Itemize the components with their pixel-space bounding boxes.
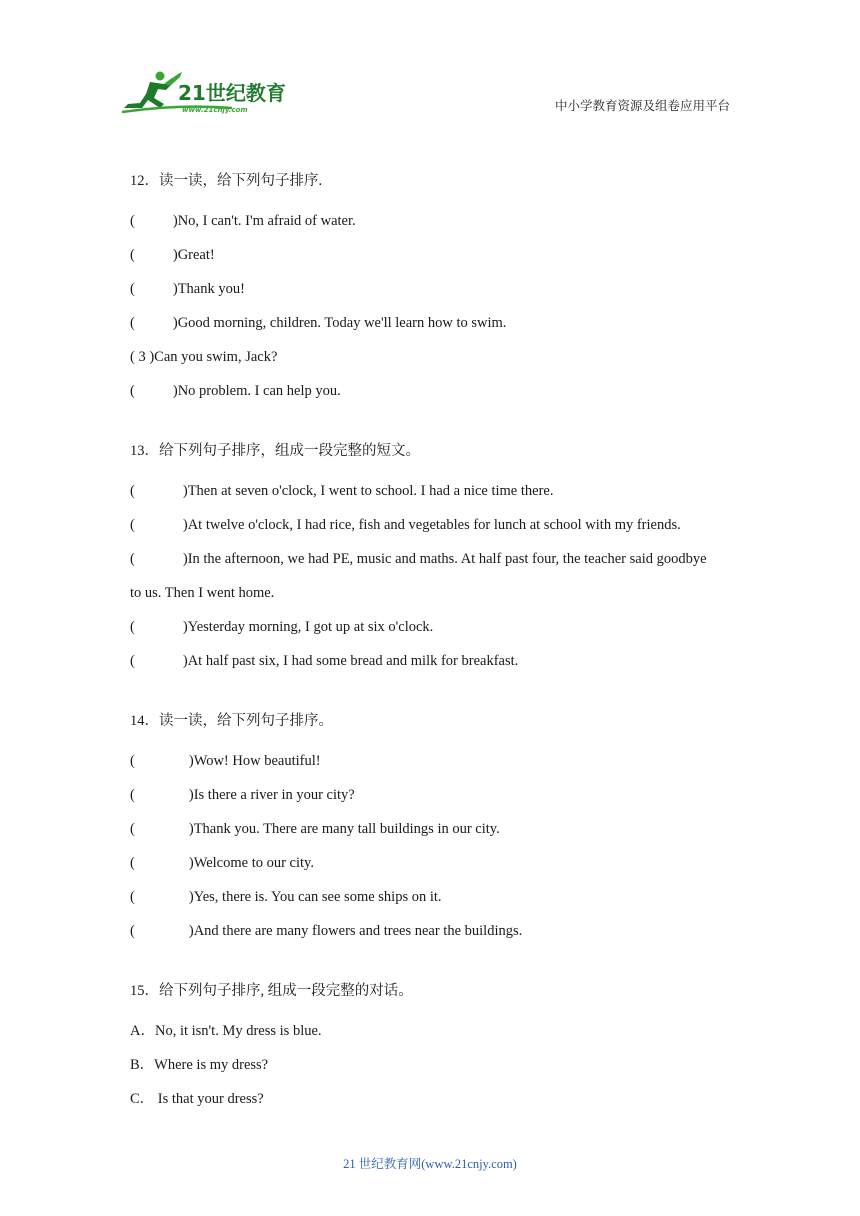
paren-close: ): [172, 213, 178, 229]
paren-open: (: [130, 315, 135, 331]
paren-open: (: [130, 889, 135, 905]
paren-open: (: [130, 517, 135, 533]
paren-open: (: [130, 281, 135, 297]
paren-close: ): [172, 383, 178, 399]
q12-line-3: [130, 272, 730, 306]
paren-close: ): [182, 551, 188, 567]
paren-open: (: [130, 619, 135, 635]
sentence-text: Good morning, children. Today we'll learn how to swim.: [177, 315, 507, 331]
paren-open: (: [130, 383, 135, 399]
q13-line-1: [130, 474, 730, 508]
sentence-text: Wow! How beautiful!: [193, 753, 321, 769]
sentence-text: No, I can't. I'm afraid of water.: [177, 213, 356, 229]
page-header: [0, 0, 860, 130]
sentence-text: At half past six, I had some bread and milk for breakfast.: [187, 653, 519, 669]
paren-close: ): [188, 753, 194, 769]
sentence-text: In the afternoon, we had PE, music and maths. At half past four, the teacher said goodbye: [187, 551, 707, 567]
sentence-text: Is there a river in your city?: [193, 787, 355, 803]
option-letter: A．: [130, 1023, 155, 1039]
q14-line-5: [130, 880, 730, 914]
sentence-text: Great!: [177, 247, 215, 263]
paren-open: (: [130, 551, 135, 567]
paren-close: ): [188, 855, 194, 871]
filled-answer: ( 3 ): [130, 349, 155, 365]
header-platform-text: 中小学教育资源及组卷应用平台: [554, 98, 730, 113]
spacer: [130, 678, 730, 710]
question-15-title: 15．给下列句子排序, 组成一段完整的对话。: [130, 983, 413, 999]
option-text: Where is my dress?: [154, 1057, 269, 1073]
paren-close: ): [188, 889, 194, 905]
paren-open: (: [130, 821, 135, 837]
spacer: [130, 408, 730, 440]
paren-open: (: [130, 213, 135, 229]
paren-open: (: [130, 483, 135, 499]
q14-line-4: [130, 846, 730, 880]
sentence-text: Can you swim, Jack?: [154, 349, 278, 365]
question-15: [130, 980, 730, 1116]
paren-close: ): [182, 653, 188, 669]
paren-close: ): [188, 923, 194, 939]
question-12-title: 12．读一读，给下列句子排序.: [130, 173, 323, 189]
option-text: No, it isn't. My dress is blue.: [154, 1023, 322, 1039]
paren-close: ): [172, 247, 178, 263]
logo-url-text: www.21cnjy.com: [182, 106, 248, 114]
q13-line-4: [130, 610, 730, 644]
paren-close: ): [182, 619, 188, 635]
paren-close: ): [172, 315, 178, 331]
q14-line-1: [130, 744, 730, 778]
sentence-text: Welcome to our city.: [193, 855, 314, 871]
question-14: [130, 710, 730, 948]
sentence-text: Yesterday morning, I got up at six o'clock.: [187, 619, 434, 635]
q15-option-a: [130, 1014, 730, 1048]
sentence-text: Thank you. There are many tall buildings in our city.: [193, 821, 500, 837]
q12-line-4: [130, 306, 730, 340]
question-13: [130, 440, 730, 678]
q13-line-5: [130, 644, 730, 678]
option-text: Is that your dress?: [154, 1091, 264, 1107]
q12-line-5: [130, 340, 730, 374]
paren-close: ): [182, 517, 188, 533]
paren-open: (: [130, 787, 135, 803]
question-14-title: 14．读一读，给下列句子排序。: [130, 713, 333, 729]
paren-close: ): [182, 483, 188, 499]
sentence-text: Thank you!: [177, 281, 245, 297]
option-letter: C．: [130, 1091, 155, 1107]
paren-open: (: [130, 247, 135, 263]
paren-close: ): [188, 821, 194, 837]
paren-close: ): [172, 281, 178, 297]
q12-line-1: [130, 204, 730, 238]
question-12: [130, 170, 730, 408]
paren-open: (: [130, 753, 135, 769]
paren-open: (: [130, 923, 135, 939]
logo-21cnjy: [120, 68, 290, 116]
option-letter: B．: [130, 1057, 155, 1073]
q13-line-3: [130, 542, 730, 576]
sentence-text: Then at seven o'clock, I went to school. I had a nice time there.: [187, 483, 554, 499]
q13-line-2: [130, 508, 730, 542]
sentence-text: And there are many flowers and trees near the buildings.: [193, 923, 523, 939]
q15-option-c: [130, 1082, 730, 1116]
sentence-text: Yes, there is. You can see some ships on it.: [193, 889, 442, 905]
sentence-text: At twelve o'clock, I had rice, fish and vegetables for lunch at school with my friends.: [187, 517, 681, 533]
q12-line-6: [130, 374, 730, 408]
q14-line-2: [130, 778, 730, 812]
q13-line-3-continued: to us. Then I went home.: [130, 585, 275, 601]
paren-open: (: [130, 855, 135, 871]
page-footer[interactable]: 21 世纪教育网(www.21cnjy.com): [343, 1157, 517, 1171]
q14-line-3: [130, 812, 730, 846]
q15-option-b: [130, 1048, 730, 1082]
question-13-title: 13．给下列句子排序，组成一段完整的短文。: [130, 443, 420, 459]
sentence-text: No problem. I can help you.: [177, 383, 341, 399]
q14-line-6: [130, 914, 730, 948]
exercise-content: [130, 170, 730, 1116]
paren-open: (: [130, 653, 135, 669]
q12-line-2: [130, 238, 730, 272]
spacer: [130, 948, 730, 980]
paren-close: ): [188, 787, 194, 803]
logo-text: 21世纪教育: [178, 81, 286, 105]
